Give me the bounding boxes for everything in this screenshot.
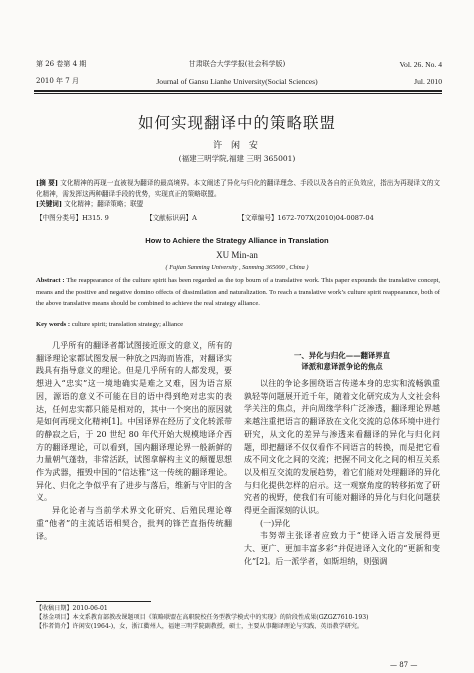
article-title: 如何实现翻译中的策略联盟 bbox=[137, 114, 336, 132]
page-number: — 87 — bbox=[390, 661, 418, 669]
author-bio: 【作者简介】许闲安(1964-)，女，浙江衢州人，福建三明学院副教授，硕士，主要从事翻译理论与实践、英语教学研究。 bbox=[36, 623, 364, 630]
author-affiliation: (福建三明学院,福建 三明 365001) bbox=[178, 154, 296, 163]
keywords-cn-label: [关键词] bbox=[36, 200, 63, 208]
english-keywords bbox=[36, 321, 183, 328]
received-date: 【收稿日期】2010-06-01 bbox=[36, 605, 108, 612]
abstract-cn-label: [摘 要] bbox=[36, 179, 59, 187]
header-rule-thin bbox=[34, 93, 442, 94]
english-keywords-text: culture spirit; translation strategy; alliance bbox=[71, 321, 184, 328]
abstract-cn-text: 文化精神的再现一直被视为翻译的最高境界。本文阐述了异化与归化的翻译理念、手段以及各自的正负效应，指出为再现译文的文化精神，需发挥这两种翻译手段的优势，实现真正的策略联盟。 bbox=[36, 179, 440, 198]
author-name: 许 闲 安 bbox=[213, 141, 261, 151]
section-heading: 一、异化与归化——翻译界直 译派和意译派争论的焦点 bbox=[293, 351, 391, 371]
document-code: 【文献标识码】A bbox=[146, 214, 197, 222]
body-left-column bbox=[36, 340, 232, 543]
english-affiliation: ( Fujian Sanming University , Sanming 365000 , China ) bbox=[165, 264, 309, 271]
english-abstract-text: The reappearance of the culture spirit has been regarded as the top bourn of a translative work. This paper expounds the translative concept, means and the positive and negative domino offects of dissimilation and naturalization. To reach a translative work’s culture spirit reappearance, both of the above translative means should be combined to achieve the real strategy alliance. bbox=[36, 277, 440, 308]
date-en: Jul. 2010 bbox=[414, 77, 442, 86]
keywords-cn-text: 文化精神；翻译策略；联盟 bbox=[64, 200, 144, 208]
footnote-rule bbox=[36, 601, 151, 602]
journal-name-en: Journal of Gansu Lianhe University(Social Sciences) bbox=[156, 77, 318, 86]
english-abstract bbox=[36, 275, 440, 310]
body-paragraph: 几乎所有的翻译者都试图接近原文的意义，所有的翻译理论家都试图发展一种放之四海而皆准，对翻译实践具有指导意义的理论。但是几乎所有的人都发现，要想进入“忠实”这一境地确实是难之又难，因为语言原因，源语的意义不可能在目的语中得到绝对忠实的表达，任何忠实都只能是相对的，其中一个突出的原因就是如何再现文化精神[1]。中国译界在经历了文化转派带的静寂之后，于 20 世纪 80 年代开始大规模地译介西方的翻译理论，可以看到，国内翻译理论界一般新鲜的力量朝气蓬勃，非常活跃，试图拿解构主义的颠覆思想作为武器，摧毁中国的“信达雅”这一传统的翻译理论。异化、归化之争似乎有了进步与落后，维新与守旧的含义。 bbox=[36, 341, 232, 503]
article-number: 【文章编号】1672-707X(2010)04-0087-04 bbox=[238, 214, 374, 222]
body-paragraph: 异化论者与当前学术界文化研究、后殖民理论尊重“他者”的主流话语相契合，批判的锋芒直指传统翻译。 bbox=[36, 506, 232, 541]
journal-name-cn: 甘肃联合大学学报(社会科学版) bbox=[188, 60, 286, 68]
body-paragraph: 韦努蒂主张译者应致力于“使译入语言发展得更大、更广、更加丰富多彩”并促进译入文化的“更新和变化”[2]。后一派学者，如斯坦纳，则强调 bbox=[244, 531, 440, 566]
english-title: How to Achiere the Strategy Alliance in Translation bbox=[145, 236, 329, 245]
volume-issue-cn: 第 26 卷第 4 期 bbox=[36, 60, 87, 68]
body-paragraph: 以往的争论多围绕语言传递本身的忠实和流畅孰重孰轻等问题展开近千年，随着文化研究成为人文社会科学关注的焦点，并向周缘学科广泛渗透，翻译理论界越来越注重把语言的翻译放在文化交流的总体环境中进行研究，从文化的差异与渗透来看翻译的异化与归化问题，即把翻译不仅仅看作不同语言的转换，而是把它看成不同文化之间的交流；把握不同文化之间的相互关系以及相互交流的发展趋势，着它们能对处理翻译的异化与归化提供怎样的启示。这一观察角度的转移拓宽了研究者的视野，使我们有可能对翻译的异化与归化问题获得更全面深刻的认识。 bbox=[244, 379, 440, 516]
date-cn: 2010 年 7 月 bbox=[36, 77, 79, 85]
english-author: XU Min-an bbox=[216, 250, 258, 260]
body-right-column bbox=[244, 378, 440, 569]
header-rule-thick bbox=[34, 90, 442, 92]
clc-number: 【中图分类号】H315. 9 bbox=[36, 214, 109, 222]
subsection-heading: (一)异化 bbox=[260, 518, 291, 528]
abstract-cn bbox=[36, 178, 440, 210]
english-abstract-label: Abstract : bbox=[36, 277, 65, 284]
funding-note: 【基金项目】本文系教育部教改课题项目《策略联盟在高职院校任务型教学模式中的实现》的阶段性成果(GZGZ7610-193) bbox=[36, 614, 369, 621]
volume-issue-en: Vol. 26. No. 4 bbox=[399, 60, 442, 69]
footnotes bbox=[36, 604, 440, 631]
english-keywords-label: Key words : bbox=[36, 321, 71, 328]
